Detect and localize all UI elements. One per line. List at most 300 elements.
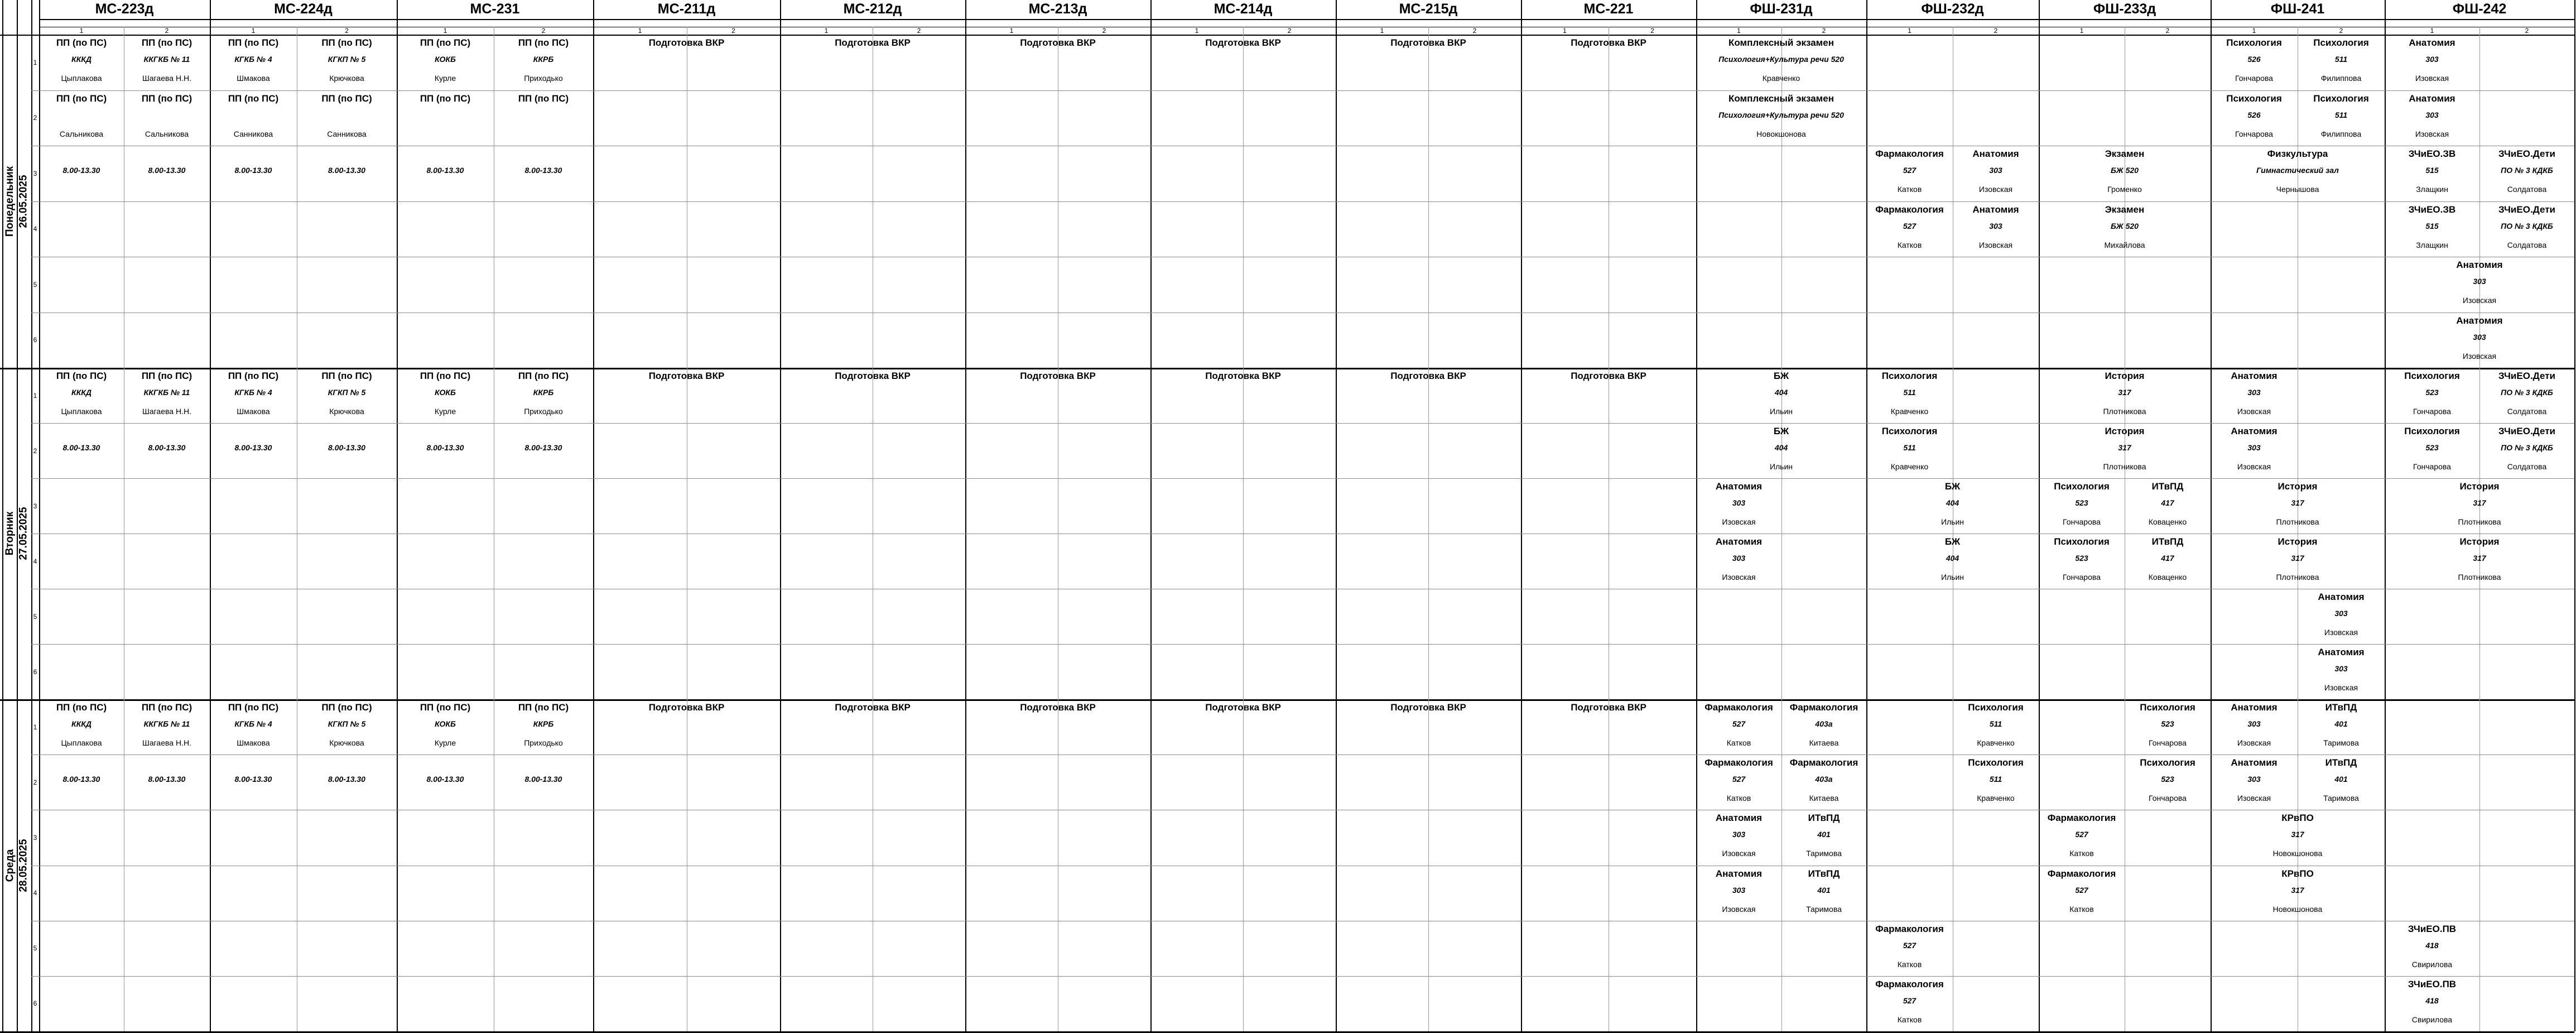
lesson-room: КККД [71,719,92,728]
group-header: МС-223д [95,1,154,17]
lesson-teacher: Таримова [1806,849,1842,858]
lesson-room: 523 [2075,554,2088,563]
lesson-teacher: Плотникова [2103,462,2146,471]
lesson-room: 511 [1903,443,1916,452]
lesson-subject: Подготовка ВКР [1020,37,1096,48]
lesson-subject: Психология [2404,371,2460,381]
grid-col-line [1150,0,1152,1031]
lesson-teacher: Новокшонова [2272,904,2323,914]
lesson-room: 527 [1732,719,1746,728]
grid-col-line [965,0,966,1031]
grid-col-line [593,0,594,1031]
lesson-room: БЖ 520 [2111,166,2139,175]
lesson-room: 523 [2425,443,2439,452]
lesson-room: КККД [71,55,92,64]
lesson-room: 8.00-13.30 [62,443,100,452]
lesson-room: 8.00-13.30 [524,775,562,784]
lesson-room: 8.00-13.30 [426,443,464,452]
lesson-subject: ЗЧиЕО.Дети [2498,371,2555,381]
lesson-teacher: Гончарова [2235,74,2273,83]
lesson-subject: История [2459,481,2500,492]
day-name-text: Среда [4,849,16,882]
lesson-subject: ПП (по ПС) [56,37,107,48]
lesson-room: 303 [1732,885,1746,895]
lesson-subject: ПП (по ПС) [141,371,192,381]
subgroup-number: 1 [2252,27,2256,35]
grid-row-line [31,644,2574,645]
subgroup-number: 1 [1195,27,1199,35]
lesson-teacher: Солдатова [2507,240,2547,249]
subgroup-number: 2 [2165,27,2170,35]
lesson-room: 527 [1903,166,1917,175]
pair-number: 4 [33,889,37,897]
lesson-subject: ПП (по ПС) [228,702,279,713]
lesson-subject: Подготовка ВКР [648,371,725,381]
group-header: МС-224д [274,1,333,17]
lesson-subject: Подготовка ВКР [648,702,725,713]
pair-number: 3 [33,169,37,177]
lesson-teacher: Катков [1897,185,1922,194]
lesson-subject: Фармакология [1875,923,1944,934]
lesson-teacher: Ильин [1769,407,1793,416]
lesson-teacher: Изовская [1722,849,1756,858]
lesson-teacher: Злащкин [2416,240,2448,249]
lesson-subject: Экзамен [2105,204,2145,215]
grid-col-line [1521,0,1522,1031]
lesson-subject: Подготовка ВКР [1390,702,1466,713]
lesson-room: ПО № 3 КДКБ [2501,443,2553,452]
subgroup-number: 1 [1908,27,1911,35]
lesson-room: 401 [1817,885,1831,895]
lesson-teacher: Таримова [1806,904,1842,914]
grid-row-line [0,35,2574,36]
lesson-teacher: Чернышова [2276,185,2319,194]
lesson-room: 527 [1903,221,1917,230]
lesson-teacher: Солдатова [2507,462,2547,471]
lesson-subject: Подготовка ВКР [835,371,911,381]
lesson-subject: Анатомия [2409,37,2455,48]
lesson-subject: Подготовка ВКР [1205,37,1281,48]
lesson-subject: Анатомия [1715,868,1763,879]
subgroup-number: 1 [2079,27,2084,35]
lesson-teacher: Изовская [1978,185,2013,194]
lesson-subject: ЗЧиЕО.Дети [2498,148,2555,159]
lesson-subject: Психология [2313,37,2369,48]
subgroup-number: 2 [2339,27,2343,35]
lesson-teacher: Китаева [1809,794,1839,803]
lesson-room: 317 [2291,885,2304,895]
lesson-teacher: Приходько [524,74,563,83]
lesson-subject: ПП (по ПС) [228,37,279,48]
subgroup-number: 2 [1822,27,1826,35]
lesson-teacher: Изовская [1722,517,1756,526]
lesson-room: 527 [1732,775,1746,784]
lesson-teacher: Филиппова [2320,129,2362,138]
lesson-room: 418 [2425,940,2439,950]
day-date-text: 27.05.2025 [18,507,30,560]
lesson-subject: Анатомия [1715,813,1763,824]
lesson-room: БЖ 520 [2111,221,2139,230]
lesson-room: 303 [2334,609,2348,618]
lesson-subject: ЗЧиЕО.ПВ [2408,923,2457,934]
lesson-room: 303 [1732,498,1746,507]
lesson-subject: ПП (по ПС) [141,93,192,104]
lesson-room: 303 [2247,388,2261,397]
pair-number: 2 [33,446,37,455]
lesson-subject: Анатомия [2231,702,2278,713]
lesson-subject: ИТвПД [2325,757,2357,768]
lesson-room: 404 [1774,388,1788,397]
lesson-room: 317 [2291,830,2304,839]
lesson-subject: ЗЧиЕО.ЗВ [2408,148,2456,159]
lesson-subject: Подготовка ВКР [1390,37,1466,48]
lesson-teacher: Изовская [2237,462,2271,471]
lesson-room: 523 [2161,775,2174,784]
lesson-room: 511 [2334,110,2348,119]
lesson-room: КГКП № 5 [328,55,366,64]
lesson-room: 303 [2473,332,2486,342]
lesson-teacher: Свирилова [2411,959,2453,969]
lesson-subject: Психология [2140,757,2195,768]
lesson-teacher: Гончарова [2149,794,2187,803]
lesson-teacher: Гончарова [2235,129,2273,138]
pair-number: 1 [33,58,37,66]
lesson-subject: ПП (по ПС) [321,371,372,381]
lesson-subject: Подготовка ВКР [835,37,911,48]
pair-number: 2 [33,778,37,786]
lesson-subject: ПП (по ПС) [420,37,471,48]
lesson-teacher: Китаева [1809,738,1839,747]
lesson-room: 303 [2247,719,2261,728]
lesson-subject: ПП (по ПС) [518,371,569,381]
lesson-teacher: Плотникова [2103,407,2146,416]
lesson-room: 418 [2425,996,2439,1005]
lesson-subject: ИТвПД [1808,813,1840,824]
lesson-subject: Психология [1881,371,1938,381]
subgroup-number: 2 [1472,27,1477,35]
lesson-teacher: Кравченко [1977,794,2015,803]
lesson-teacher: Гончарова [2413,462,2451,471]
lesson-teacher: Шмакова [237,74,270,83]
lesson-subject: ПП (по ПС) [56,702,107,713]
lesson-subject: Анатомия [2231,371,2278,381]
lesson-subject: Анатомия [2456,315,2503,326]
lesson-teacher: Ильин [1769,462,1793,471]
lesson-teacher: Катков [1897,959,1922,969]
lesson-room: 303 [1989,166,2002,175]
lesson-teacher: Изовская [2237,407,2271,416]
pair-number: 1 [33,723,37,731]
lesson-subject: История [2105,426,2145,436]
lesson-subject: Анатомия [2231,426,2278,436]
lesson-room: 303 [2247,775,2261,784]
group-header: МС-211д [657,1,716,17]
lesson-teacher: Плотникова [2458,573,2501,582]
lesson-room: ККГКБ № 11 [143,719,190,728]
lesson-teacher: Крючкова [329,738,364,747]
lesson-teacher: Катков [1897,1015,1922,1024]
group-header: ФШ-241 [2270,1,2325,17]
lesson-teacher: Плотникова [2458,517,2501,526]
subgroup-number: 1 [443,27,447,35]
lesson-teacher: Громенко [2107,185,2142,194]
lesson-teacher: Приходько [524,738,563,747]
lesson-teacher: Приходько [524,407,563,416]
lesson-teacher: Коваценко [2148,517,2187,526]
lesson-room: 515 [2425,221,2439,230]
lesson-room: 303 [2334,664,2348,673]
subgroup-number: 2 [1650,27,1654,35]
lesson-teacher: Плотникова [2276,517,2319,526]
lesson-subject: ПП (по ПС) [321,37,372,48]
lesson-teacher: Таримова [2323,794,2359,803]
lesson-teacher: Цыплакова [61,74,102,83]
lesson-subject: Анатомия [2318,592,2365,602]
lesson-room: 523 [2161,719,2174,728]
grid-col-line [1336,0,1337,1031]
grid-row-line [31,90,2574,91]
lesson-teacher: Изовская [2237,738,2271,747]
pair-number: 6 [33,1000,37,1008]
lesson-subject: Психология [2404,426,2460,436]
lesson-subject: Подготовка ВКР [1571,37,1646,48]
lesson-room: КККД [71,388,92,397]
lesson-room: 8.00-13.30 [62,166,100,175]
day-date [17,35,31,368]
grid-col-line [780,0,781,1031]
lesson-teacher: Кравченко [1890,407,1929,416]
lesson-subject: БЖ [1944,481,1961,492]
lesson-room: КГКБ № 4 [234,55,272,64]
grid-col-line [2479,27,2480,1031]
lesson-room: Психология+Культура речи 520 [1718,55,1844,64]
subgroup-number: 1 [79,27,84,35]
lesson-subject: ЗЧиЕО.ЗВ [2408,204,2456,215]
lesson-teacher: Изовская [1978,240,2013,249]
lesson-teacher: Изовская [1722,573,1756,582]
lesson-teacher: Курле [434,74,456,83]
lesson-teacher: Гончарова [2063,573,2101,582]
lesson-room: 317 [2291,554,2304,563]
subgroup-number: 2 [165,27,169,35]
lesson-subject: Анатомия [2231,757,2278,768]
lesson-room: 523 [2075,498,2088,507]
pair-number: 4 [33,557,37,565]
lesson-teacher: Солдатова [2507,185,2547,194]
subgroup-number: 1 [2430,27,2434,35]
lesson-teacher: Катков [1897,240,1922,249]
pair-number: 3 [33,833,37,842]
lesson-room: 8.00-13.30 [234,166,272,175]
group-header: МС-213д [1028,1,1087,17]
lesson-room: 317 [2473,554,2486,563]
lesson-subject: Подготовка ВКР [648,37,725,48]
lesson-room: 401 [2334,775,2348,784]
lesson-subject: Фармакология [1705,757,1773,768]
lesson-subject: ПП (по ПС) [321,93,372,104]
lesson-subject: ПП (по ПС) [518,702,569,713]
lesson-subject: Анатомия [2456,260,2503,270]
lesson-subject: Анатомия [1715,481,1763,492]
grid-row-line [31,976,2574,977]
lesson-room: КГКП № 5 [328,388,366,397]
lesson-room: 527 [2075,885,2088,895]
pair-number: 3 [33,502,37,510]
lesson-room: 403а [1815,775,1833,784]
lesson-teacher: Кравченко [1762,74,1800,83]
lesson-subject: Психология [2313,93,2369,104]
lesson-room: 8.00-13.30 [234,443,272,452]
lesson-room: ККГКБ № 11 [143,55,190,64]
lesson-room: 401 [1817,830,1831,839]
lesson-room: 303 [2473,277,2486,286]
lesson-subject: КРвПО [2281,813,2314,824]
lesson-subject: Психология [2054,481,2110,492]
lesson-teacher: Плотникова [2276,573,2319,582]
lesson-subject: БЖ [1773,426,1789,436]
lesson-subject: Подготовка ВКР [1390,371,1466,381]
lesson-teacher: Гончарова [2413,407,2451,416]
lesson-teacher: Изовская [2462,351,2497,361]
lesson-room: 8.00-13.30 [234,775,272,784]
lesson-room: ККРБ [533,388,554,397]
lesson-teacher: Шагаева Н.Н. [142,74,191,83]
lesson-teacher: Цыплакова [61,738,102,747]
lesson-subject: ИТвПД [2151,536,2184,547]
group-header: ФШ-232д [1921,1,1984,17]
lesson-subject: ЗЧиЕО.Дети [2498,204,2555,215]
day-date-text: 28.05.2025 [18,838,30,892]
lesson-subject: Подготовка ВКР [1020,702,1096,713]
day-date [17,699,31,1031]
lesson-subject: ПП (по ПС) [141,702,192,713]
group-header: МС-212д [843,1,902,17]
lesson-subject: Психология [1968,702,2024,713]
lesson-room: 515 [2425,166,2439,175]
pair-number: 6 [33,336,37,344]
lesson-room: 8.00-13.30 [62,775,100,784]
lesson-subject: Физкультура [2267,148,2328,159]
grid-row-line [39,19,2574,20]
lesson-subject: КРвПО [2281,868,2314,879]
lesson-teacher: Цыплакова [61,407,102,416]
pair-number: 2 [33,114,37,122]
lesson-subject: Подготовка ВКР [1571,702,1646,713]
lesson-room: 303 [1989,221,2002,230]
grid-row-line [31,423,2574,424]
lesson-room: 317 [2118,388,2131,397]
group-header: ФШ-233д [2093,1,2156,17]
lesson-room: 527 [2075,830,2088,839]
lesson-subject: ПП (по ПС) [518,37,569,48]
lesson-room: 527 [1903,940,1917,950]
subgroup-number: 2 [541,27,546,35]
lesson-room: 317 [2291,498,2304,507]
lesson-teacher: Изовская [1722,904,1756,914]
lesson-room: 303 [1732,554,1746,563]
lesson-teacher: Таримова [2323,738,2359,747]
lesson-room: КОКБ [435,55,456,64]
lesson-subject: Фармакология [1875,204,1944,215]
subgroup-number: 2 [731,27,735,35]
lesson-teacher: Коваценко [2148,573,2187,582]
lesson-subject: Подготовка ВКР [1571,371,1646,381]
lesson-teacher: Курле [434,738,456,747]
lesson-teacher: Филиппова [2320,74,2362,83]
group-header: МС-215д [1399,1,1458,17]
lesson-teacher: Изовская [2415,74,2449,83]
lesson-subject: Психология [1968,757,2024,768]
lesson-subject: Анатомия [1715,536,1763,547]
grid-row-line [31,201,2574,202]
lesson-teacher: Свирилова [2411,1015,2453,1024]
lesson-room: Гимнастический зал [2256,166,2339,175]
grid-col-line [1428,27,1429,1031]
lesson-teacher: Шмакова [237,738,270,747]
lesson-teacher: Изовская [2462,296,2497,305]
lesson-teacher: Изовская [2324,628,2358,637]
lesson-teacher: Шагаева Н.Н. [142,407,191,416]
grid-col-line [397,0,398,1031]
lesson-room: ККГКБ № 11 [143,388,190,397]
grid-row-line [0,699,2574,701]
lesson-subject: Фармакология [1789,702,1858,713]
subgroup-number: 1 [1009,27,1014,35]
lesson-teacher: Санникова [233,129,273,138]
pair-number: 4 [33,225,37,233]
lesson-teacher: Гончарова [2149,738,2187,747]
pair-number: 5 [33,612,37,621]
lesson-subject: ПП (по ПС) [228,371,279,381]
lesson-teacher: Кравченко [1977,738,2015,747]
lesson-room: 417 [2161,498,2174,507]
lesson-room: 404 [1774,443,1788,452]
grid-col-line [1781,27,1782,1031]
lesson-teacher: Катков [1726,794,1751,803]
lesson-room: 8.00-13.30 [148,166,186,175]
lesson-room: 8.00-13.30 [524,166,562,175]
lesson-subject: История [2105,371,2145,381]
lesson-teacher: Сальникова [59,129,104,138]
group-header: МС-214д [1214,1,1273,17]
day-name [2,35,18,368]
lesson-room: 511 [1989,775,2002,784]
lesson-subject: Психология [2226,37,2282,48]
lesson-room: КОКБ [435,719,456,728]
lesson-subject: БЖ [1773,371,1789,381]
lesson-subject: История [2459,536,2500,547]
lesson-room: КГКБ № 4 [234,388,272,397]
lesson-room: 303 [2425,55,2439,64]
pair-number: 1 [33,391,37,400]
lesson-teacher: Изовская [2237,794,2271,803]
day-date-text: 26.05.2025 [18,174,30,228]
lesson-room: ПО № 3 КДКБ [2501,388,2553,397]
lesson-subject: Подготовка ВКР [1205,371,1281,381]
lesson-subject: Фармакология [1875,148,1944,159]
lesson-room: 404 [1946,498,1959,507]
lesson-teacher: Злащкин [2416,185,2448,194]
day-date [17,368,31,699]
day-name-text: Понедельник [4,166,16,237]
grid-col-line [1243,27,1244,1031]
lesson-room: 8.00-13.30 [148,443,186,452]
lesson-teacher: Михайлова [2104,240,2145,249]
lesson-room: 511 [1903,388,1916,397]
lesson-subject: Экзамен [2105,148,2145,159]
lesson-subject: Фармакология [1875,978,1944,989]
subgroup-number: 1 [1563,27,1567,35]
